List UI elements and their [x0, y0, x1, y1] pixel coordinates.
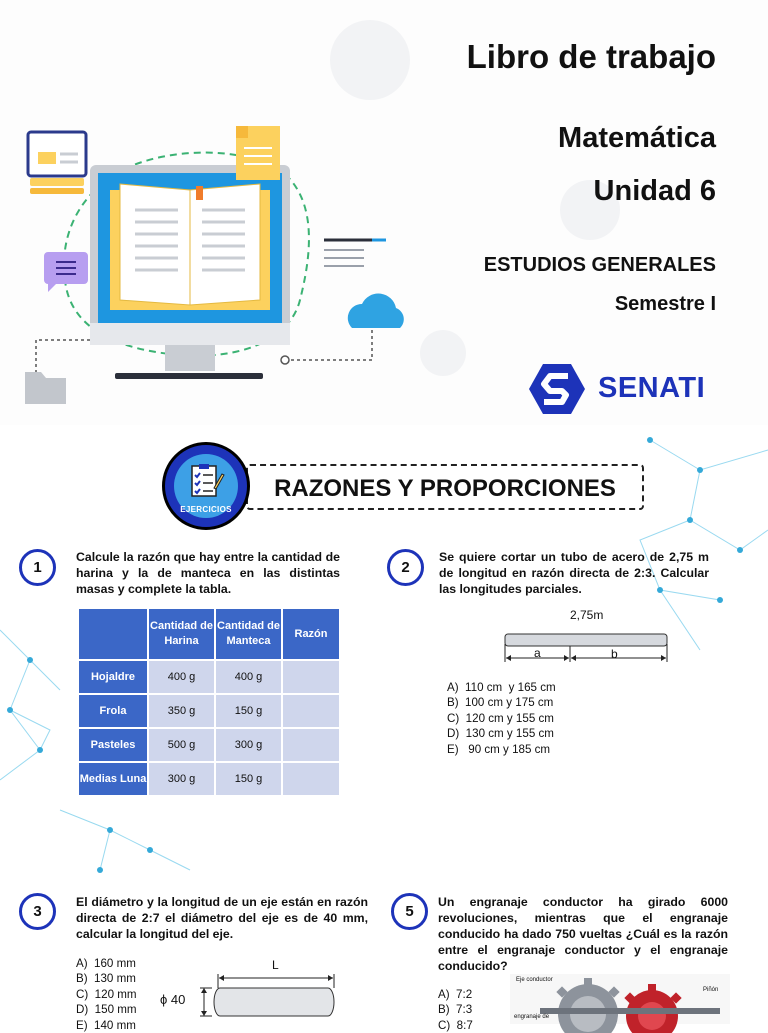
computer-book-illustration: [0, 110, 420, 410]
table-row: [79, 729, 339, 761]
table-cell: 400 g: [216, 661, 281, 693]
table-cell: 400 g: [149, 661, 214, 693]
exercise-number: 1: [19, 549, 56, 586]
driver-shaft-label: Eje conductor: [516, 977, 553, 983]
book-title: Libro de trabajo: [466, 38, 716, 75]
row-label: Hojaldre: [79, 661, 147, 693]
table-row: [79, 763, 339, 795]
senati-logo: [528, 362, 728, 416]
option-a[interactable]: A) 7:2: [438, 988, 473, 1001]
tube-diagram: [500, 628, 672, 670]
row-label: Frola: [79, 695, 147, 727]
exercise-number: 2: [387, 549, 424, 586]
ratio-table: [77, 607, 341, 797]
answer-options: [447, 680, 556, 757]
table-row: [79, 695, 339, 727]
exercise-statement: El diámetro y la longitud de un eje están en razón directa de 2:7 el diámetro del eje es de 40 mm, calcular la longitud del eje.: [76, 895, 368, 941]
table-header-cell: Razón: [283, 609, 339, 659]
shaft-diagram: [196, 970, 342, 1024]
background-circle: [330, 20, 410, 100]
exercise-statement: Un engranaje conductor ha girado 6000 revoluciones, mientras que el engranaje conducido ha dado 750 vueltas ¿Cuál es la razón entre el engranaje conductor y el engranaje conducido?: [438, 895, 728, 973]
table-header-cell: Cantidad de Harina: [149, 609, 214, 659]
table-cell: 500 g: [149, 729, 214, 761]
shaft-length-label: L: [272, 958, 279, 972]
option-b[interactable]: B) 130 mm: [76, 972, 136, 986]
exercise-statement: Se quiere cortar un tubo de acero de 2,75 m de longitud en razón directa de 2:3. Calcular las longitudes parciales.: [439, 550, 709, 596]
checklist-icon: [188, 464, 224, 500]
tube-part-a-label: a: [534, 646, 541, 660]
table-cell: 150 g: [216, 763, 281, 795]
section-title-box: [246, 464, 644, 510]
answer-options: [438, 987, 473, 1033]
table-cell: 150 g: [216, 695, 281, 727]
exercise-number: 3: [19, 893, 56, 930]
answer-cell[interactable]: [283, 763, 339, 795]
table-header-cell: [79, 609, 147, 659]
table-header-cell: Cantidad de Manteca: [216, 609, 281, 659]
background-circle: [420, 330, 466, 376]
table-cell: 300 g: [216, 729, 281, 761]
option-b[interactable]: B) 7:3: [438, 1003, 473, 1017]
row-label: Pasteles: [79, 729, 147, 761]
senati-wordmark: SENATI: [598, 372, 706, 404]
option-d[interactable]: D) 150 mm: [76, 1003, 137, 1017]
answer-cell[interactable]: [283, 729, 339, 761]
exercise-statement: Calcule la razón que hay entre la cantidad de harina y la de manteca en las distintas masas y complete la tabla.: [76, 550, 340, 596]
tube-part-b-label: b: [611, 647, 618, 661]
answer-options: [76, 956, 137, 1033]
option-c[interactable]: C) 120 mm: [76, 987, 137, 1001]
tube-total-label: 2,75m: [570, 608, 604, 622]
option-c[interactable]: C) 8:7: [438, 1018, 473, 1032]
table-row: [79, 661, 339, 693]
exercises-badge: [162, 442, 250, 530]
exercise-number: 5: [391, 893, 428, 930]
option-a[interactable]: A) 160 mm: [76, 957, 136, 970]
option-c[interactable]: C) 120 cm y 155 cm: [447, 711, 554, 725]
table-header-row: [79, 609, 339, 659]
option-e[interactable]: E) 90 cm y 185 cm: [447, 742, 551, 756]
subject-title: Matemática: [558, 122, 716, 154]
badge-label: EJERCICIOS: [180, 505, 232, 514]
section-title: RAZONES Y PROPORCIONES: [274, 475, 616, 502]
option-e[interactable]: E) 140 mm: [76, 1018, 136, 1032]
answer-cell[interactable]: [283, 661, 339, 693]
option-a[interactable]: A) 110 cm y 165 cm: [447, 681, 556, 694]
program-title: ESTUDIOS GENERALES: [483, 254, 716, 276]
senati-emblem-icon: [528, 362, 586, 416]
cover-header: [0, 0, 768, 425]
answer-cell[interactable]: [283, 695, 339, 727]
gear-label: engranaje de: [514, 1014, 550, 1020]
option-b[interactable]: B) 100 cm y 175 cm: [447, 696, 554, 710]
semester-title: Semestre I: [614, 293, 716, 315]
pinion-label: Piñón: [703, 987, 719, 993]
table-cell: 350 g: [149, 695, 214, 727]
option-d[interactable]: D) 130 cm y 155 cm: [447, 727, 554, 741]
row-label: Medias Luna: [79, 763, 147, 795]
unit-title: Unidad 6: [593, 175, 716, 207]
table-cell: 300 g: [149, 763, 214, 795]
section-header: [160, 440, 650, 540]
shaft-diameter-label: ϕ 40: [160, 992, 186, 1007]
